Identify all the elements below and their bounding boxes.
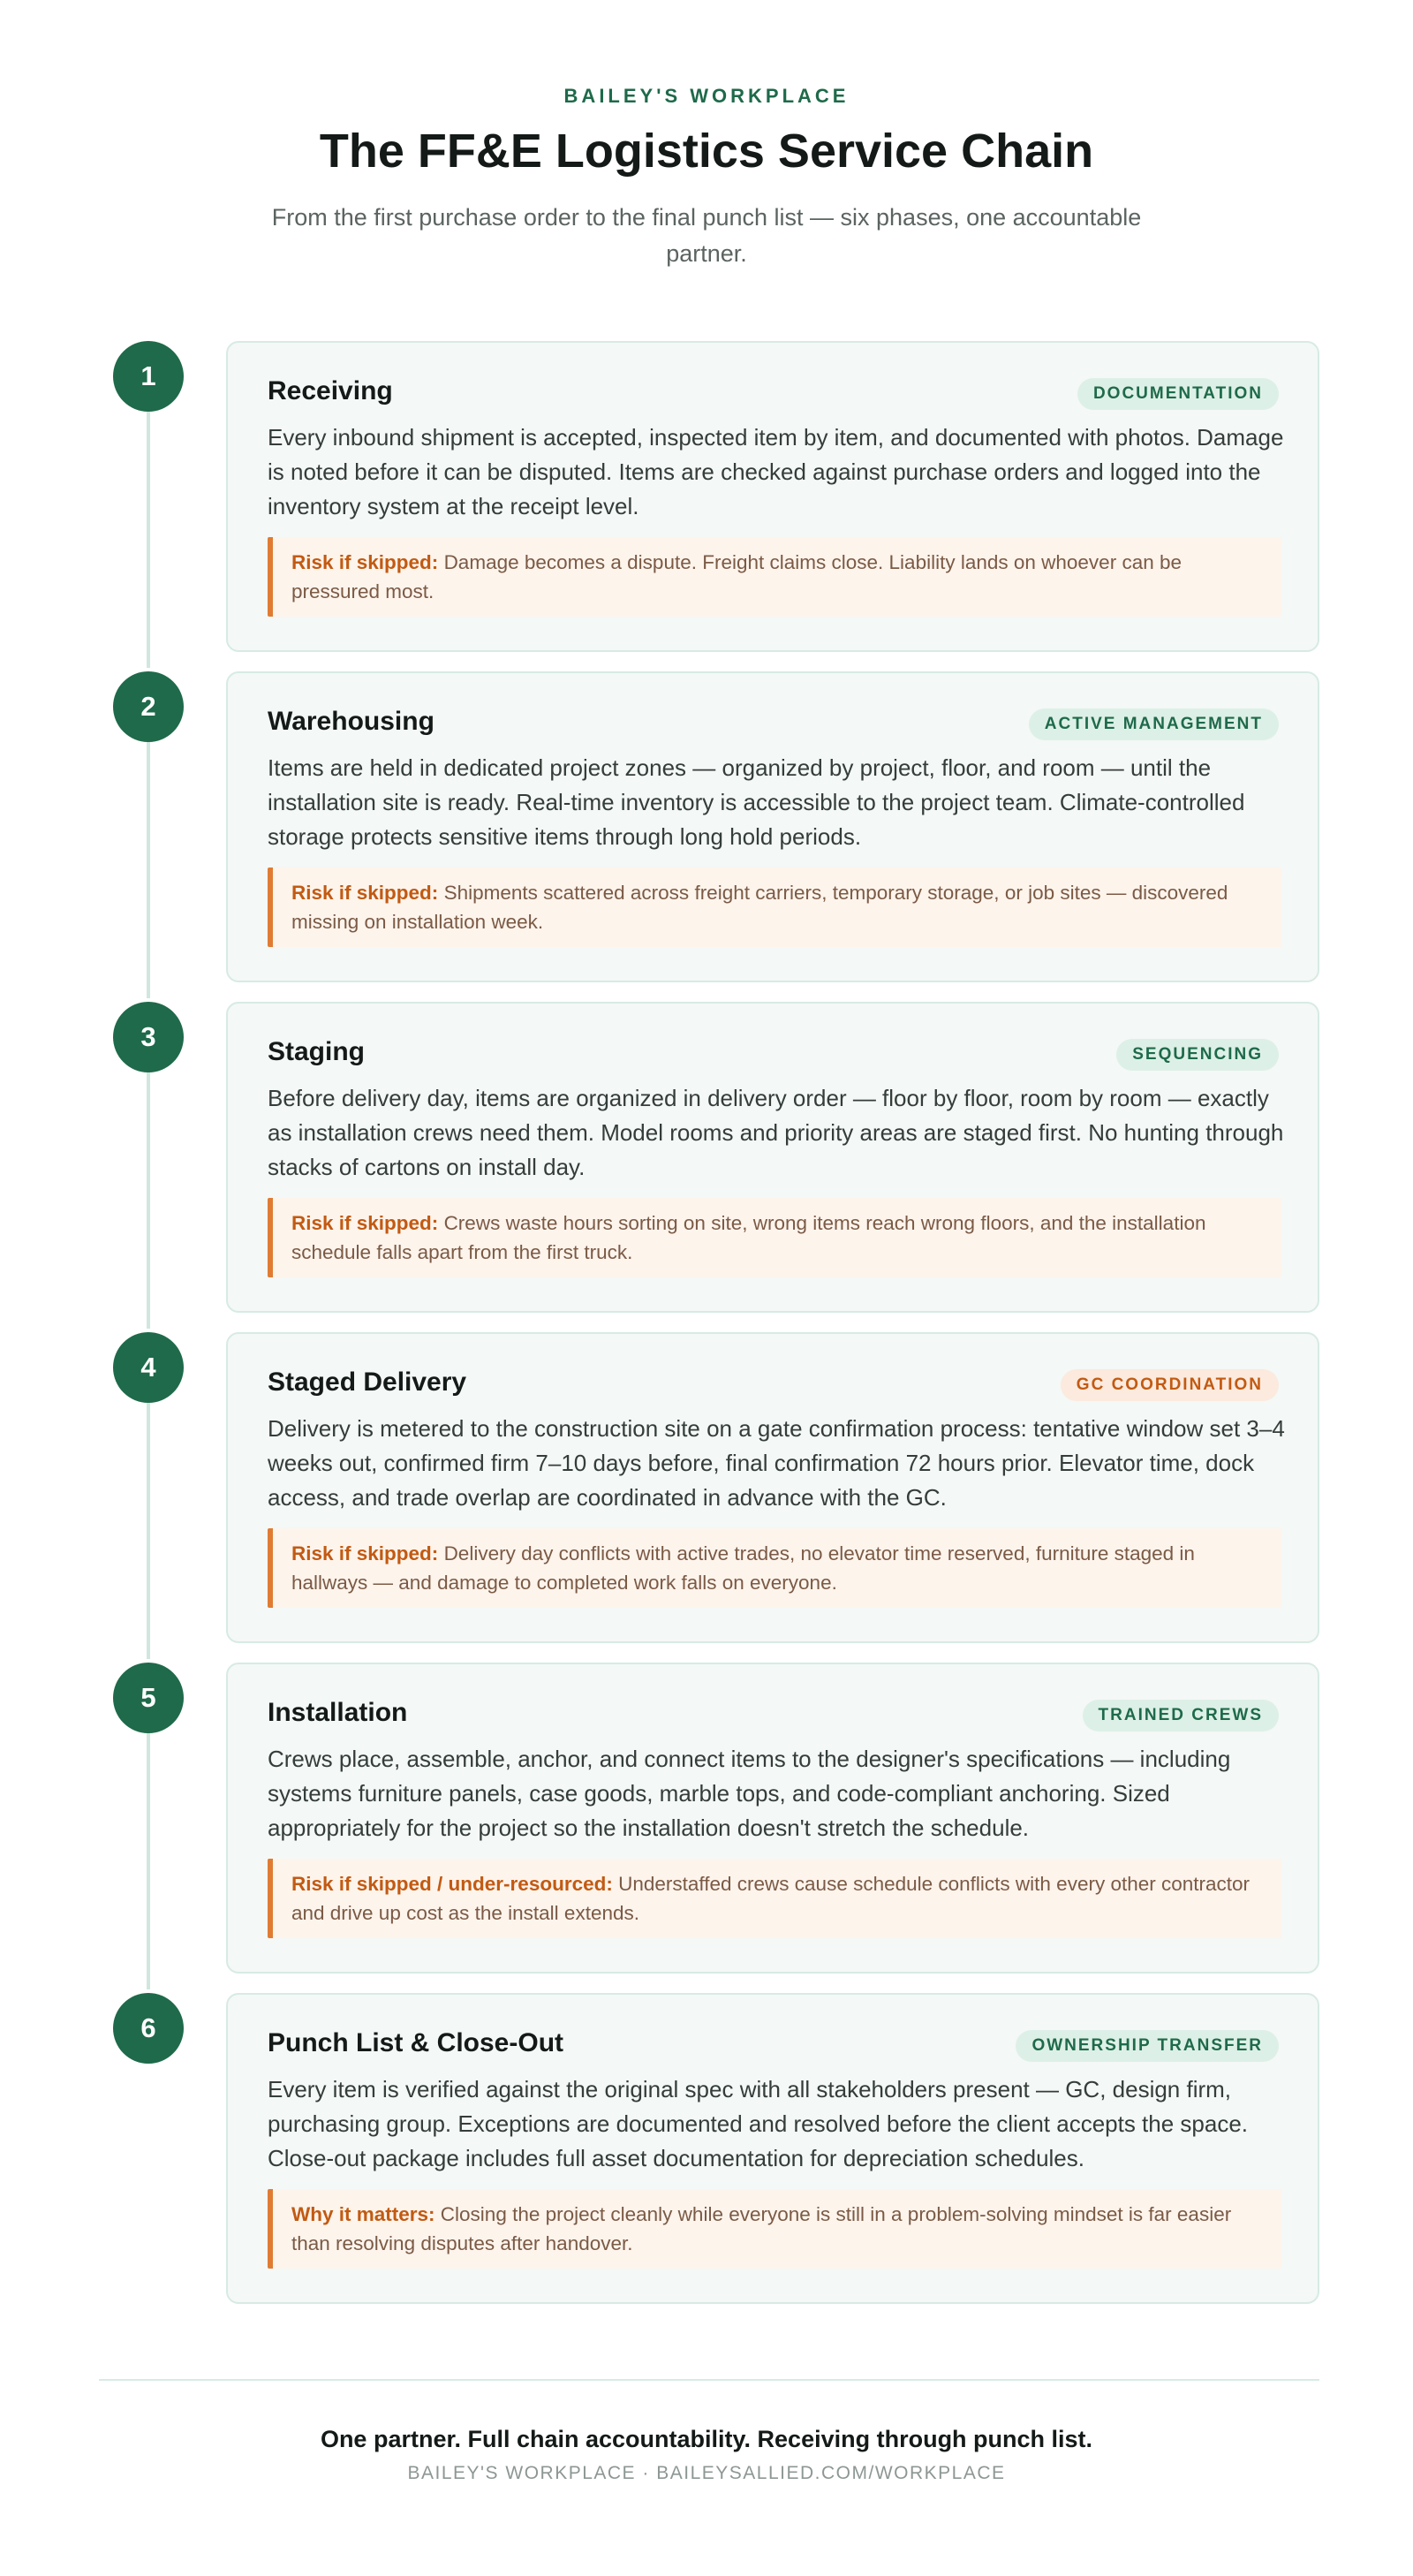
brand-eyebrow: BAILEY'S WORKPLACE	[563, 85, 850, 107]
risk-label: Risk if skipped:	[291, 882, 439, 904]
phase-description: Items are held in dedicated project zones — organized by project, floor, and room — until the installation site is ready. Real-time inventory is accessible to the project team. Climate-controlled storage protects sensitive items through long hold periods.	[268, 754, 1245, 850]
phase-card	[226, 1993, 1319, 2304]
risk-text: Delivery day conflicts with active trades, no elevator time reserved, furniture staged in hallways — and damage to completed work falls on everyone.	[291, 1542, 1195, 1594]
phase-title: Warehousing	[268, 707, 434, 736]
phase-number-badge: 2	[113, 671, 184, 742]
risk-callout	[268, 537, 1281, 617]
phase-item	[0, 1993, 1413, 2304]
risk-text: Understaffed crews cause schedule conflicts with every other contractor and drive up cost as the install extends.	[291, 1873, 1251, 1924]
timeline-rail	[147, 1733, 150, 1989]
phase-description: Every item is verified against the original spec with all stakeholders present — GC, design firm, purchasing group. Exceptions are documented and resolved before the client accepts the space. Close-out package includes full asset documentation for depreciation schedules.	[268, 2076, 1249, 2171]
risk-label: Why it matters:	[291, 2203, 435, 2225]
risk-callout	[268, 1859, 1281, 1938]
phase-description: Before delivery day, items are organized in delivery order — floor by floor, room by room — exactly as installation crews need them. Model rooms and priority areas are staged first. No hunting through stacks of cartons on install day.	[268, 1085, 1284, 1180]
risk-text: Shipments scattered across freight carriers, temporary storage, or job sites — discovered missing on installation week.	[291, 882, 1228, 933]
timeline-rail	[147, 1072, 150, 1329]
phase-card	[226, 341, 1319, 652]
phase-tag: OWNERSHIP TRANSFER	[1016, 2030, 1279, 2062]
phase-number-badge: 4	[113, 1332, 184, 1403]
page-subtitle: From the first purchase order to the final punch list — six phases, one accountable partner.	[271, 204, 1142, 267]
risk-callout	[268, 1198, 1281, 1277]
phase-number-badge: 6	[113, 1993, 184, 2064]
phase-item	[0, 1332, 1413, 1643]
phase-item	[0, 1663, 1413, 1974]
phase-tag: GC COORDINATION	[1061, 1369, 1279, 1401]
phase-number-badge: 3	[113, 1002, 184, 1072]
phase-tag: TRAINED CREWS	[1083, 1700, 1279, 1731]
risk-callout	[268, 868, 1281, 947]
phase-number-badge: 1	[113, 341, 184, 412]
phase-description: Crews place, assemble, anchor, and connect items to the designer's specifications — including systems furniture panels, case goods, marble tops, and code-compliant anchoring. Sized appropriately for the project so the installation doesn't stretch the schedule.	[268, 1746, 1231, 1841]
risk-callout	[268, 1528, 1281, 1608]
risk-text: Crews waste hours sorting on site, wrong items reach wrong floors, and the installation schedule falls apart from the first truck.	[291, 1212, 1206, 1263]
phase-card	[226, 1002, 1319, 1313]
phase-tag: DOCUMENTATION	[1077, 378, 1279, 410]
phase-number-badge: 5	[113, 1663, 184, 1733]
phase-card	[226, 1332, 1319, 1643]
timeline-rail	[147, 1403, 150, 1659]
phase-tag: ACTIVE MANAGEMENT	[1029, 708, 1279, 740]
phase-item	[0, 671, 1413, 982]
risk-text: Damage becomes a dispute. Freight claims close. Liability lands on whoever can be pressured most.	[291, 551, 1182, 602]
phase-title: Receiving	[268, 376, 393, 405]
footer-divider	[99, 2379, 1319, 2381]
phase-title: Punch List & Close-Out	[268, 2028, 564, 2057]
phase-item	[0, 341, 1413, 652]
phase-tag: SEQUENCING	[1116, 1039, 1279, 1071]
phase-description: Delivery is metered to the construction site on a gate confirmation process: tentative window set 3–4 weeks out, confirmed firm 7–10 days before, final confirmation 72 hours prior. Elevator time, dock access, and trade overlap are coordinated in advance with the GC.	[268, 1415, 1285, 1511]
risk-label: Risk if skipped:	[291, 1542, 439, 1565]
risk-label: Risk if skipped:	[291, 1212, 439, 1234]
risk-callout	[268, 2189, 1281, 2269]
timeline-rail	[147, 412, 150, 668]
footer-source: BAILEY'S WORKPLACE · BAILEYSALLIED.COM/WORKPLACE	[407, 2463, 1006, 2483]
footer-tagline: One partner. Full chain accountability. Receiving through punch list.	[320, 2426, 1093, 2452]
phase-title: Staged Delivery	[268, 1368, 467, 1397]
page-title: The FF&E Logistics Service Chain	[319, 125, 1094, 178]
risk-label: Risk if skipped:	[291, 551, 439, 573]
timeline-rail	[147, 742, 150, 998]
phase-description: Every inbound shipment is accepted, inspected item by item, and documented with photos. Damage is noted before it can be disputed. Items are checked against purchase orders and logged into the inventory system at the receipt level.	[268, 424, 1284, 519]
phase-card	[226, 1663, 1319, 1974]
phase-card	[226, 671, 1319, 982]
phase-item	[0, 1002, 1413, 1313]
phase-title: Installation	[268, 1698, 408, 1727]
risk-label: Risk if skipped / under-resourced:	[291, 1873, 613, 1895]
risk-text: Closing the project cleanly while everyone is still in a problem-solving mindset is far easier than resolving disputes after handover.	[291, 2203, 1232, 2254]
phase-title: Staging	[268, 1037, 365, 1066]
